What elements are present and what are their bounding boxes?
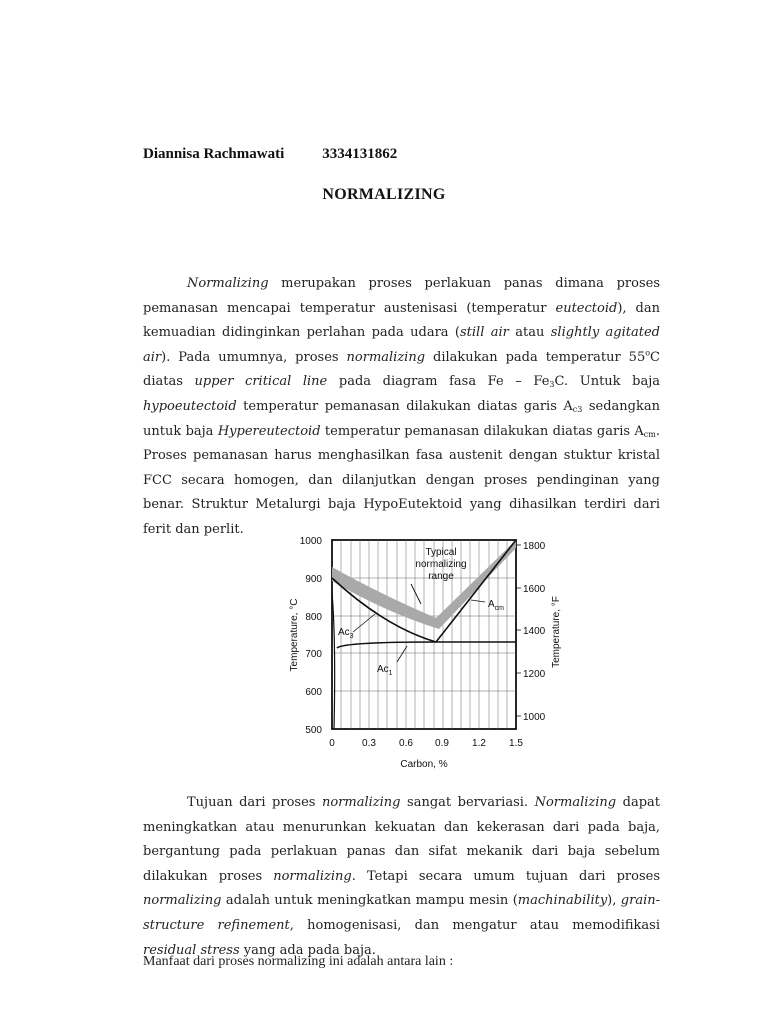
iron-carbon-phase-diagram [285, 532, 570, 777]
author-name: Diannisa Rachmawati [143, 146, 285, 162]
paragraph-intro: Normalizing merupakan proses perlakuan panas dimana proses pemanasan mencapai temperatur austenisasi (temperatur eutectoid), dan kemuadian didinginkan perlahan pada udara (still air atau slightly agitated air). Pada umumnya, proses normalizing dilakukan pada temperatur 55$^o$C diatas upper critical line pada diagram fasa Fe – $Fe_3C$. Untuk baja hypoeutectoid temperatur pemanasan dilakukan diatas garis $A_{c3}$ sedangkan untuk baja Hypereutectoid temperatur pemanasan dilakukan diatas garis $A_{cm}$. Proses pemanasan harus menghasilkan fasa austenit dengan stuktur kristal FCC secara homogen, dan dilanjutkan dengan proses pendinginan yang benar. Struktur Metalurgi baja HypoEutektoid yang dihasilkan terdiri dari ferit dan perlit. [143, 276, 661, 537]
ac1-label: $Ac_1$ [377, 664, 393, 677]
x-tick-0.3: 0.3 [362, 738, 376, 749]
x-tick-1.2: 1.2 [472, 738, 486, 749]
document-header [143, 146, 397, 163]
right-axis-label: Temperature, °F [551, 596, 562, 668]
annotation-line-3: range [428, 571, 454, 582]
right-tick-1800: 1800 [523, 541, 546, 552]
x-tick-0: 0 [329, 738, 335, 749]
ac3-leader [353, 614, 375, 632]
left-tick-900: 900 [305, 574, 322, 585]
student-id: 3334131862 [322, 146, 398, 162]
paragraph-benefits-intro: Manfaat dari proses normalizing ini adalah antara lain : [143, 954, 454, 969]
ac3-label: $Ac_3$ [338, 627, 354, 640]
right-tick-1200: 1200 [523, 669, 546, 680]
left-axis-label: Temperature, °C [289, 598, 300, 672]
right-tick-1600: 1600 [523, 584, 546, 595]
x-tick-0.9: 0.9 [435, 738, 449, 749]
document-title: NORMALIZING [322, 186, 446, 203]
left-tick-1000: 1000 [299, 536, 322, 547]
right-tick-1000: 1000 [523, 712, 546, 723]
acm-leader [471, 600, 485, 602]
x-axis-label: Carbon, % [400, 759, 448, 770]
annotation-line-2: normalizing [415, 559, 467, 570]
left-tick-700: 700 [305, 649, 322, 660]
acm-label: $A_{cm}$ [488, 599, 505, 612]
annotation-line-1: Typical [425, 547, 457, 558]
x-tick-0.6: 0.6 [399, 738, 413, 749]
left-tick-500: 500 [305, 725, 322, 736]
paragraph-purpose: Tujuan dari proses normalizing sangat bervariasi. Normalizing dapat meningkatkan atau menurunkan kekuatan dan kekerasan dari pada baja, bergantung pada perlakuan panas dan sifat mekanik dari baja sebelum dilakukan proses normalizing. Tetapi secara umum tujuan dari proses normalizing adalah untuk meningkatkan mampu mesin (machinability), grain-structure refinement, homogenisasi, dan mengatur atau memodifikasi residual stress yang ada pada baja. [143, 795, 661, 958]
right-tick-1400: 1400 [523, 626, 546, 637]
x-tick-1.5: 1.5 [509, 738, 523, 749]
annotation-arrow [411, 584, 421, 604]
left-tick-800: 800 [305, 612, 322, 623]
left-tick-600: 600 [305, 687, 322, 698]
ac1-leader [397, 646, 407, 662]
